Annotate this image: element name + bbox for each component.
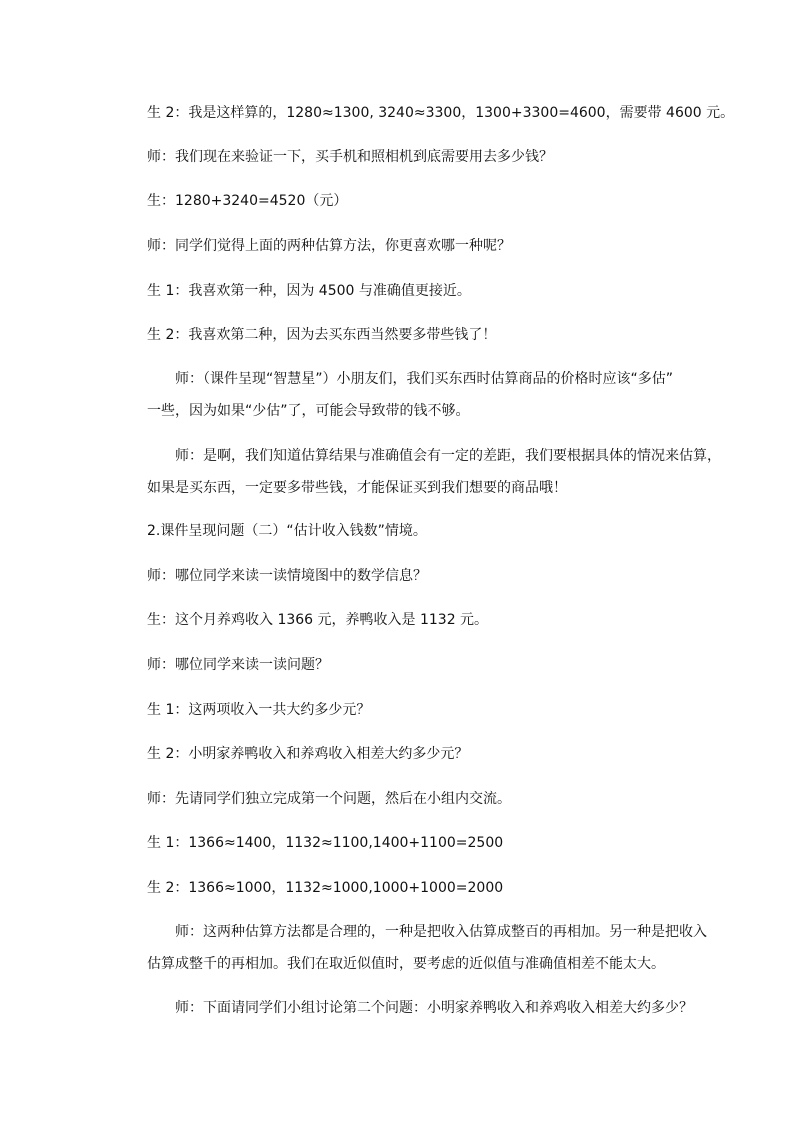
paragraph-teacher-instructions: 师：先请同学们独立完成第一个问题，然后在小组内交流。 xyxy=(147,791,511,807)
paragraph-section-2: 2.课件呈现问题（二）“估计收入钱数”情境。 xyxy=(147,523,427,539)
paragraph-student1-question: 生 1：这两项收入一共大约多少元？ xyxy=(147,702,371,718)
paragraph-teacher-read-question: 师：哪位同学来读一读问题？ xyxy=(147,657,329,673)
paragraph-student-income: 生：这个月养鸡收入 1366 元，养鸭收入是 1132 元。 xyxy=(147,612,489,628)
paragraph-line: 师：是啊，我们知道估算结果与准确值会有一定的差距，我们要根据具体的情况来估算， xyxy=(175,448,721,464)
paragraph-teacher-explanation xyxy=(147,922,707,974)
paragraph-teacher-discussion: 师：下面请同学们小组讨论第二个问题：小明家养鸭收入和养鸡收入相差大约多少？ xyxy=(175,1000,693,1016)
paragraph-student2-estimate: 生 2：1366≈1000，1132≈1000,1000+1000=2000 xyxy=(147,880,504,896)
paragraph-teacher-verify: 师：我们现在来验证一下，买手机和照相机到底需要用去多少钱？ xyxy=(147,149,553,165)
paragraph-student2-method: 生 2：我是这样算的，1280≈1300, 3240≈3300，1300+3300=4600，需要带 4600 元。 xyxy=(147,105,735,121)
paragraph-line: 如果是买东西，一定要多带些钱，才能保证买到我们想要的商品哦！ xyxy=(147,480,567,496)
paragraph-student1-preference: 生 1：我喜欢第一种，因为 4500 与准确值更接近。 xyxy=(147,283,471,299)
paragraph-teacher-question: 师：同学们觉得上面的两种估算方法，你更喜欢哪一种呢？ xyxy=(147,238,511,254)
paragraph-student2-preference: 生 2：我喜欢第二种，因为去买东西当然要多带些钱了！ xyxy=(147,327,497,343)
paragraph-line: 一些，因为如果“少估”了，可能会导致带的钱不够。 xyxy=(147,403,470,419)
paragraph-line: 师：（课件呈现“智慧星”）小朋友们，我们买东西时估算商品的价格时应该“多估” xyxy=(175,371,674,387)
paragraph-student2-question: 生 2：小明家养鸭收入和养鸡收入相差大约多少元？ xyxy=(147,746,469,762)
paragraph-line: 师：这两种估算方法都是合理的，一种是把收入估算成整百的再相加。另一种是把收入 xyxy=(175,924,707,940)
paragraph-teacher-read-info: 师：哪位同学来读一读情境图中的数学信息？ xyxy=(147,568,427,584)
paragraph-teacher-summary xyxy=(147,446,721,498)
paragraph-line: 估算成整千的再相加。我们在取近似值时，要考虑的近似值与准确值相差不能太大。 xyxy=(147,956,665,972)
paragraph-student1-estimate: 生 1：1366≈1400，1132≈1100,1400+1100=2500 xyxy=(147,835,504,851)
paragraph-wisdom-star xyxy=(147,369,705,421)
paragraph-student-answer: 生：1280+3240=4520（元） xyxy=(147,193,348,209)
